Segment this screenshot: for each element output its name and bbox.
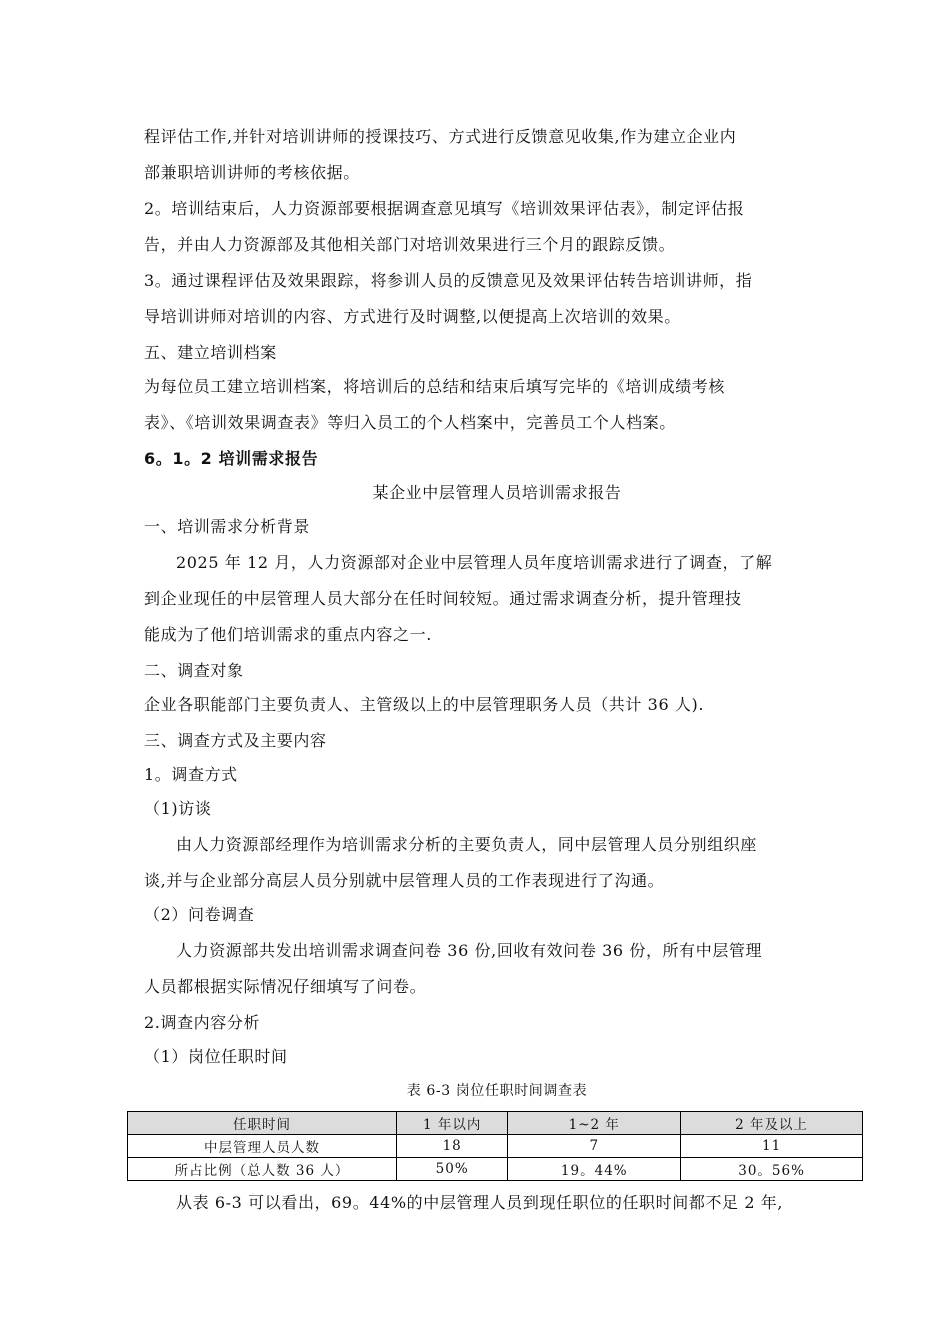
paragraph-line: 由人力资源部经理作为培训需求分析的主要负责人，同中层管理人员分别组织座 — [176, 835, 758, 854]
table-header-cell: 任职时间 — [128, 1112, 397, 1135]
section-heading: 二、调查对象 — [144, 661, 244, 680]
paragraph-line: 人力资源部共发出培训需求调查问卷 36 份,回收有效问卷 36 份，所有中层管理 — [176, 941, 763, 960]
table-header-cell: 2 年及以上 — [681, 1112, 863, 1135]
paragraph-line: 为每位员工建立培训档案，将培训后的总结和结束后填写完毕的《培训成绩考核 — [144, 377, 726, 396]
section-heading: 三、调查方式及主要内容 — [144, 731, 327, 750]
table-cell: 50% — [397, 1158, 508, 1181]
paragraph-line: 到企业现任的中层管理人员大部分在任时间较短。通过需求调查分析，提升管理技 — [144, 589, 742, 608]
section-heading: 一、培训需求分析背景 — [144, 517, 311, 536]
section-heading: 2.调查内容分析 — [144, 1013, 261, 1032]
paragraph-line: 3。通过课程评估及效果跟踪，将参训人员的反馈意见及效果评估转告培训讲师，指 — [144, 271, 753, 290]
paragraph-line: 企业各职能部门主要负责人、主管级以上的中层管理职务人员（共计 36 人). — [144, 695, 705, 714]
table-cell: 11 — [681, 1135, 863, 1158]
table-caption: 表 6-3 岗位任职时间调查表 — [406, 1083, 588, 1099]
section-heading: （1)访谈 — [144, 799, 212, 818]
table-header-cell: 1~2 年 — [508, 1112, 681, 1135]
table-cell: 18 — [397, 1135, 508, 1158]
table-header-row — [128, 1112, 863, 1135]
tenure-table — [127, 1111, 863, 1181]
report-title: 某企业中层管理人员培训需求报告 — [372, 483, 622, 502]
table-cell: 中层管理人员人数 — [128, 1135, 397, 1158]
paragraph-line: 告，并由人力资源部及其他相关部门对培训效果进行三个月的跟踪反馈。 — [144, 235, 676, 254]
table-row — [128, 1135, 863, 1158]
paragraph-line: 从表 6-3 可以看出，69。44%的中层管理人员到现任职位的任职时间都不足 2 年, — [176, 1193, 784, 1212]
paragraph-line: 2025 年 12 月，人力资源部对企业中层管理人员年度培训需求进行了调查，了解 — [176, 553, 773, 572]
paragraph-line: 导培训讲师对培训的内容、方式进行及时调整,以便提高上次培训的效果。 — [144, 307, 681, 326]
paragraph-line: 谈,并与企业部分高层人员分别就中层管理人员的工作表现进行了沟通。 — [144, 871, 665, 890]
paragraph-line: 能成为了他们培训需求的重点内容之一. — [144, 625, 432, 644]
paragraph-line: 部兼职培训讲师的考核依据。 — [144, 163, 360, 182]
table-cell: 30。56% — [681, 1158, 863, 1181]
subsection-title: 6。1。2 培训需求报告 — [144, 449, 319, 468]
section-heading: （1）岗位任职时间 — [144, 1047, 288, 1066]
section-heading: （2）问卷调查 — [144, 905, 255, 924]
paragraph-line: 程评估工作,并针对培训讲师的授课技巧、方式进行反馈意见收集,作为建立企业内 — [144, 127, 737, 146]
paragraph-line: 表》、《培训效果调查表》等归入员工的个人档案中，完善员工个人档案。 — [144, 413, 676, 432]
table-cell: 7 — [508, 1135, 681, 1158]
paragraph-line: 人员都根据实际情况仔细填写了问卷。 — [144, 977, 427, 996]
section-heading: 1。调查方式 — [144, 765, 238, 784]
table-row — [128, 1158, 863, 1181]
table-header-cell: 1 年以内 — [397, 1112, 508, 1135]
section-heading: 五、建立培训档案 — [144, 343, 277, 362]
table-cell: 19。44% — [508, 1158, 681, 1181]
table-cell: 所占比例（总人数 36 人） — [128, 1158, 397, 1181]
paragraph-line: 2。培训结束后，人力资源部要根据调查意见填写《培训效果评估表》，制定评估报 — [144, 199, 745, 218]
